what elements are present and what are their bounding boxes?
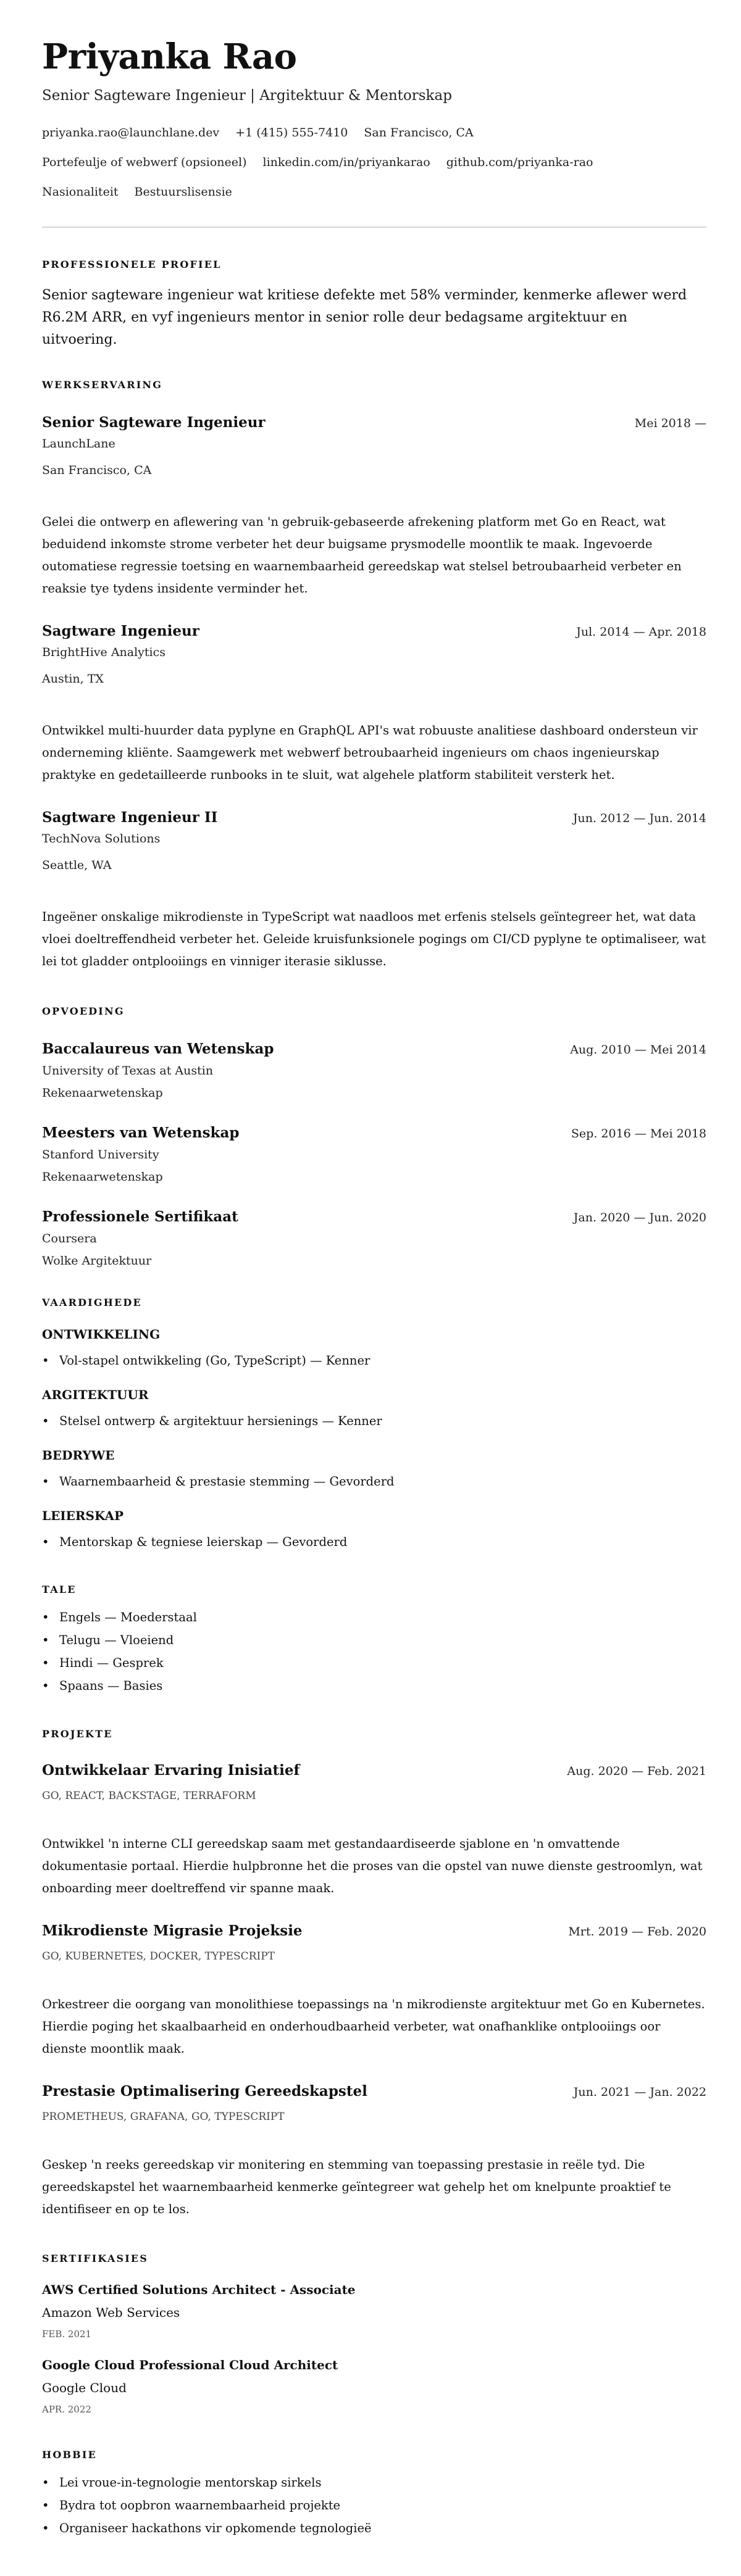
skill-item: • Stelsel ontwerp & argitektuur hersienings — Kenner bbox=[42, 1413, 706, 1430]
section-heading-certifications: SERTIFIKASIES bbox=[42, 2253, 149, 2264]
company-name: LaunchLane bbox=[42, 437, 115, 451]
project-title: Mikrodienste Migrasie Projeksie bbox=[42, 1922, 303, 1939]
skill-item: • Vol-stapel ontwikkeling (Go, TypeScript) — Kenner bbox=[42, 1352, 706, 1369]
certification-entry bbox=[42, 2282, 706, 2340]
project-description: Orkestreer die oorgang van monolithiese toepassings na 'n mikrodienste argitektuur met Go en Kubernetes. Hierdie poging het skaalbaarheid en onderhoudbaarheid verbeter, wat onafhanklike ontplooiings oor dienste moontlik maak. bbox=[42, 1997, 705, 2056]
project-header bbox=[42, 1922, 706, 1941]
project-entry bbox=[42, 2082, 706, 2221]
skill-group-title: ARGITEKTUUR bbox=[42, 1387, 149, 1402]
skill-list bbox=[42, 1534, 706, 1551]
skill-list bbox=[42, 1413, 706, 1430]
field-of-study: Rekenaarwetenskap bbox=[42, 1086, 163, 1100]
education-entry bbox=[42, 1040, 706, 1102]
job-location: Seattle, WA bbox=[42, 858, 112, 872]
education-header bbox=[42, 1124, 706, 1143]
skill-item: • Waarnembaarheid & prestasie stemming — Gevorderd bbox=[42, 1473, 706, 1490]
school-name: Stanford University bbox=[42, 1148, 159, 1161]
section-heading-education: OPVOEDING bbox=[42, 1005, 125, 1017]
phone[interactable]: +1 (415) 555-7410 bbox=[235, 126, 348, 139]
job-location: San Francisco, CA bbox=[42, 463, 152, 477]
certification-date: FEB. 2021 bbox=[42, 2329, 92, 2340]
certification-date: APR. 2022 bbox=[42, 2404, 91, 2415]
certification-entry bbox=[42, 2357, 706, 2416]
headline: Senior Sagteware Ingenieur | Argitektuur & Mentorskap bbox=[42, 88, 452, 104]
language-item: • Hindi — Gesprek bbox=[42, 1655, 706, 1672]
section-heading-experience: WERKSERVARING bbox=[42, 379, 163, 391]
section-heading-hobbies: HOBBIE bbox=[42, 2449, 97, 2461]
project-description: Geskep 'n reeks gereedskap vir monitering en stemming van toepassing prestasie in reële tyd. Die gereedskapstel het waarnembaarheid kenmerke geïntegreer wat gehelp het om knelpunte proaktief te identifiseer en op te los. bbox=[42, 2158, 671, 2216]
links-row bbox=[42, 154, 706, 171]
project-title: Prestasie Optimalisering Gereedskapstel bbox=[42, 2083, 367, 2100]
job-header bbox=[42, 413, 706, 433]
school-name: University of Texas at Austin bbox=[42, 1064, 214, 1078]
contact-row bbox=[42, 124, 706, 141]
project-tech-stack: PROMETHEUS, GRAFANA, GO, TYPESCRIPT bbox=[42, 2111, 285, 2123]
job-header bbox=[42, 622, 706, 641]
field-of-study: Rekenaarwetenskap bbox=[42, 1170, 163, 1184]
portfolio-link[interactable]: Portefeulje of webwerf (opsioneel) bbox=[42, 156, 247, 169]
section-heading-skills: VAARDIGHEDE bbox=[42, 1297, 142, 1308]
skill-list bbox=[42, 1352, 706, 1369]
job-location: Austin, TX bbox=[42, 672, 104, 686]
job-dates: Jul. 2014 — Apr. 2018 bbox=[576, 625, 706, 639]
education-header bbox=[42, 1208, 706, 1227]
project-dates: Jun. 2021 — Jan. 2022 bbox=[573, 2085, 706, 2099]
job-title: Sagtware Ingenieur II bbox=[42, 809, 218, 826]
job-header bbox=[42, 808, 706, 828]
job-title: Sagtware Ingenieur bbox=[42, 623, 199, 639]
candidate-name: Priyanka Rao bbox=[42, 36, 297, 77]
extra-info-row bbox=[42, 183, 706, 201]
language-item: • Engels — Moederstaal bbox=[42, 1609, 706, 1626]
divider bbox=[42, 226, 706, 228]
project-dates: Mrt. 2019 — Feb. 2020 bbox=[568, 1925, 706, 1938]
job-dates: Jun. 2012 — Jun. 2014 bbox=[572, 812, 706, 825]
skill-list bbox=[42, 1473, 706, 1490]
job-description: Gelei die ontwerp en aflewering van 'n gebruik-gebaseerde afrekening platform met Go en React, wat beduidend inkomste strome verbeter het deur buigsame prysmodelle moontlik te maak. Ingevoerde outomatiese regressie toetsing en waarnembaarheid gereedskap wat stelsel betroubaarheid verbeter en reaksie tye tydens insidente verminder het. bbox=[42, 515, 682, 596]
job-dates: Mei 2018 — bbox=[634, 417, 706, 430]
school-name: Coursera bbox=[42, 1232, 97, 1245]
field-of-study: Wolke Argitektuur bbox=[42, 1254, 152, 1268]
skill-group-title: BEDRYWE bbox=[42, 1448, 115, 1463]
job-title: Senior Sagteware Ingenieur bbox=[42, 414, 266, 431]
github-link[interactable]: github.com/priyanka-rao bbox=[446, 156, 593, 169]
certification-title: Google Cloud Professional Cloud Architect bbox=[42, 2358, 338, 2372]
certification-title: AWS Certified Solutions Architect - Associate bbox=[42, 2282, 356, 2297]
job-entry bbox=[42, 622, 706, 786]
project-entry bbox=[42, 1922, 706, 2060]
section-heading-profile: PROFESSIONELE PROFIEL bbox=[42, 259, 222, 270]
section-heading-languages: TALE bbox=[42, 1584, 77, 1595]
project-header bbox=[42, 2082, 706, 2101]
job-description: Ingeëner onskalige mikrodienste in TypeScript wat naadloos met erfenis stelsels geïntegreer het, wat data vloei doeltreffendheid verbeter het. Geleide kruisfunksionele pogings om CI/CD pyplyne te optimaliseer, wat lei tot gladder ontplooiings en vinniger iterasie siklusse. bbox=[42, 910, 706, 968]
company-name: TechNova Solutions bbox=[42, 832, 161, 846]
hobby-item: • Bydra tot oopbron waarnembaarheid projekte bbox=[42, 2497, 706, 2514]
hobby-item: • Organiseer hackathons vir opkomende tegnologieë bbox=[42, 2520, 706, 2537]
project-entry bbox=[42, 1761, 706, 1900]
language-item: • Spaans — Basies bbox=[42, 1677, 706, 1695]
education-dates: Aug. 2010 — Mei 2014 bbox=[570, 1043, 706, 1057]
section-heading-projects: PROJEKTE bbox=[42, 1728, 113, 1740]
linkedin-link[interactable]: linkedin.com/in/priyankarao bbox=[262, 156, 430, 169]
education-entry bbox=[42, 1208, 706, 1269]
education-dates: Sep. 2016 — Mei 2018 bbox=[571, 1127, 706, 1141]
education-dates: Jan. 2020 — Jun. 2020 bbox=[573, 1211, 706, 1224]
job-entry bbox=[42, 808, 706, 973]
drivers-license: Bestuurslisensie bbox=[134, 185, 232, 199]
skill-item: • Mentorskap & tegniese leierskap — Gevorderd bbox=[42, 1534, 706, 1551]
project-tech-stack: GO, KUBERNETES, DOCKER, TYPESCRIPT bbox=[42, 1950, 275, 1963]
education-header bbox=[42, 1040, 706, 1059]
project-tech-stack: GO, REACT, BACKSTAGE, TERRAFORM bbox=[42, 1790, 256, 1802]
education-entry bbox=[42, 1124, 706, 1186]
project-dates: Aug. 2020 — Feb. 2021 bbox=[567, 1764, 706, 1778]
degree-title: Meesters van Wetenskap bbox=[42, 1124, 240, 1141]
job-description: Ontwikkel multi-huurder data pyplyne en GraphQL API's wat robuuste analitiese dashboard ondersteun vir onderneming kliënte. Saamgewerk met webwerf betroubaarheid ingenieurs om chaos ingenieurskap praktyke en gedetailleerde runbooks in te sluit, wat algehele platform stabiliteit versterk het. bbox=[42, 723, 698, 782]
project-title: Ontwikkelaar Ervaring Inisiatief bbox=[42, 1762, 300, 1779]
nationality: Nasionaliteit bbox=[42, 185, 119, 199]
skill-group-title: LEIERSKAP bbox=[42, 1508, 124, 1523]
profile-summary: Senior sagteware ingenieur wat kritiese defekte met 58% verminder, kenmerke aflewer werd R6.2M ARR, en vyf ingenieurs mentor in senior rolle deur bedagsame argitektuur en uitvoering. bbox=[42, 288, 687, 347]
project-header bbox=[42, 1761, 706, 1780]
degree-title: Professionele Sertifikaat bbox=[42, 1208, 238, 1225]
project-description: Ontwikkel 'n interne CLI gereedskap saam met gestandaardiseerde sjablone en 'n omvattende dokumentasie portaal. Hierdie hulpbronne het die proses van die opstel van nuwe dienste gestroomlyn, wat onboarding meer doeltreffend vir spanne maak. bbox=[42, 1837, 703, 1895]
location: San Francisco, CA bbox=[364, 126, 474, 139]
skill-group-title: ONTWIKKELING bbox=[42, 1327, 161, 1342]
email[interactable]: priyanka.rao@launchlane.dev bbox=[42, 126, 220, 139]
hobby-item: • Lei vroue-in-tegnologie mentorskap sirkels bbox=[42, 2474, 706, 2491]
language-item: • Telugu — Vloeiend bbox=[42, 1632, 706, 1649]
certification-issuer: Google Cloud bbox=[42, 2380, 127, 2395]
degree-title: Baccalaureus van Wetenskap bbox=[42, 1041, 274, 1057]
company-name: BrightHive Analytics bbox=[42, 646, 166, 659]
certification-issuer: Amazon Web Services bbox=[42, 2305, 180, 2320]
job-entry bbox=[42, 413, 706, 600]
